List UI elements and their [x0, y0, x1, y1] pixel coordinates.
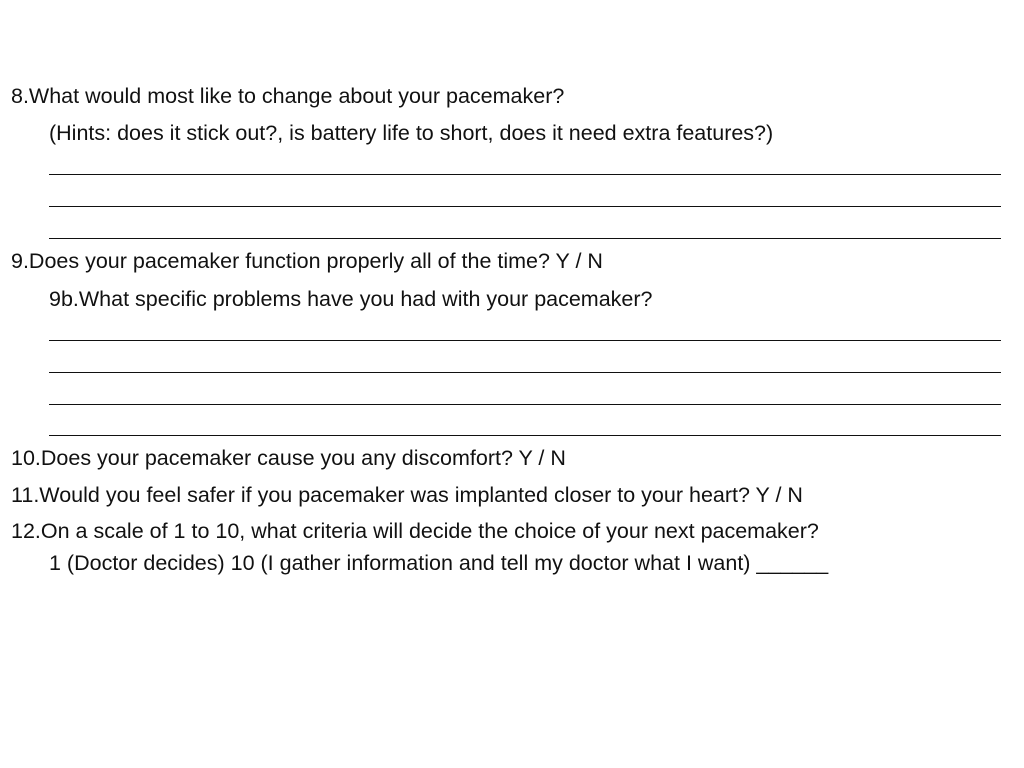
question-9b: 9b.What specific problems have you had with your pacemaker?	[49, 287, 653, 311]
question-12: 12.On a scale of 1 to 10, what criteria will decide the choice of your next pacemaker?	[11, 519, 819, 543]
question-10: 10.Does your pacemaker cause you any discomfort? Y / N	[11, 446, 566, 470]
answer-line-8-3[interactable]	[49, 238, 1001, 239]
answer-line-9-1[interactable]	[49, 340, 1001, 341]
question-11: 11.Would you feel safer if you pacemaker was implanted closer to your heart? Y / N	[11, 483, 803, 507]
question-8-hint: (Hints: does it stick out?, is battery life to short, does it need extra features?)	[49, 121, 774, 145]
question-8: 8.What would most like to change about your pacemaker?	[11, 84, 565, 108]
answer-line-8-1[interactable]	[49, 174, 1001, 175]
question-12-scale: 1 (Doctor decides) 10 (I gather information and tell my doctor what I want) ______	[49, 551, 829, 575]
question-9: 9.Does your pacemaker function properly all of the time? Y / N	[11, 249, 603, 273]
answer-line-9-2[interactable]	[49, 372, 1001, 373]
answer-line-8-2[interactable]	[49, 206, 1001, 207]
answer-line-9-3[interactable]	[49, 404, 1001, 405]
answer-line-9-4[interactable]	[49, 435, 1001, 436]
